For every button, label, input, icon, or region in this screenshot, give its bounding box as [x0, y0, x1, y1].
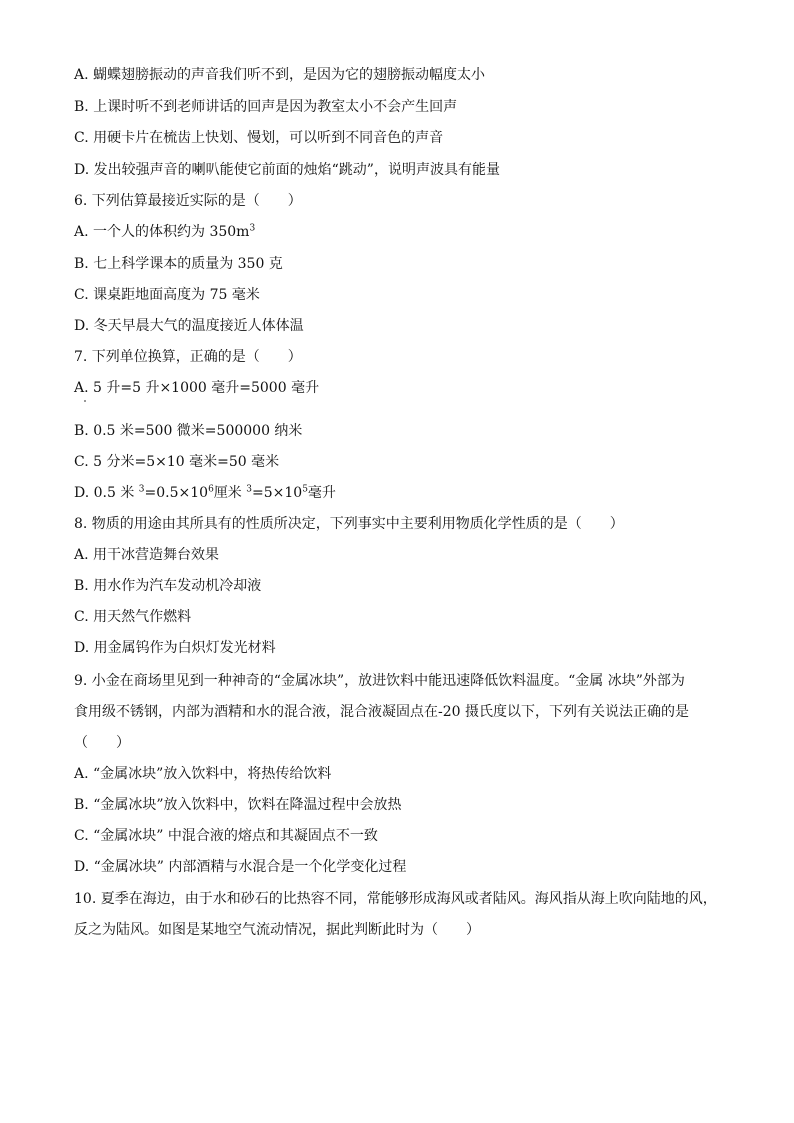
q9-option-c: C. “金属冰块” 中混合液的熔点和其凝固点不一致 [74, 828, 378, 844]
q7-option-c: C. 5 分米=5×10 毫米=50 毫米 [74, 454, 280, 470]
q9-stem-line1: 9. 小金在商场里见到一种神奇的“金属冰块”，放进饮料中能迅速降低饮料温度。“金属 冰块”外部为 [74, 673, 685, 689]
q7-d-part2: =0.5×10 [144, 485, 209, 501]
q7-d-part5: 毫升 [307, 485, 336, 501]
q5-option-a: A. 蝴蝶翅膀振动的声音我们听不到，是因为它的翅膀振动幅度太小 [74, 67, 486, 83]
q6-option-c: C. 课桌距地面高度为 75 毫米 [74, 287, 260, 303]
q10-stem-line1: 10. 夏季在海边，由于水和砂石的比热容不同，常能够形成海风或者陆风。海风指从海上吹向陆地的风， [74, 891, 717, 907]
q6-stem: 6. 下列估算最接近实际的是（ ） [74, 193, 302, 209]
q8-option-d: D. 用金属钨作为白炽灯发光材料 [74, 640, 276, 656]
q5-option-b: B. 上课时听不到老师讲话的回声是因为教室太小不会产生回声 [74, 99, 458, 115]
q8-option-a: A. 用干冰营造舞台效果 [74, 547, 220, 563]
q7-d-part1: D. 0.5 米 [74, 485, 139, 501]
q9-option-a: A. “金属冰块”放入饮料中，将热传给饮料 [74, 766, 332, 782]
q6-option-b: B. 七上科学课本的质量为 350 克 [74, 256, 283, 272]
q9-option-d: D. “金属冰块” 内部酒精与水混合是一个化学变化过程 [74, 859, 407, 875]
q7-d-sup3: 3 [246, 484, 252, 495]
q7-option-d [74, 484, 734, 502]
q9-stem-line3: （ ） [74, 735, 130, 751]
q5-option-d: D. 发出较强声音的喇叭能使它前面的烛焰“跳动”，说明声波具有能量 [74, 162, 500, 178]
q8-option-c: C. 用天然气作燃料 [74, 609, 192, 625]
q7-d-sup4: 5 [302, 484, 308, 495]
q8-option-b: B. 用水作为汽车发动机冷却液 [74, 578, 262, 594]
q8-stem: 8. 物质的用途由其所具有的性质所决定，下列事实中主要利用物质化学性质的是（ ） [74, 516, 624, 532]
q6-option-d: D. 冬天早晨大气的温度接近人体体温 [74, 318, 304, 334]
q7-option-a: A. 5 升=5 升×1000 毫升=5000 毫升 [74, 380, 320, 396]
q5-option-c: C. 用硬卡片在梳齿上快划、慢划，可以听到不同音色的声音 [74, 130, 444, 146]
q7-stem: 7. 下列单位换算，正确的是（ ） [74, 349, 302, 365]
q7-d-sup2: 6 [208, 484, 214, 495]
q7-d-part3: 厘米 [213, 485, 247, 501]
q10-stem-line2: 反之为陆风。如图是某地空气流动情况，据此判断此时为（ ） [74, 922, 480, 938]
q9-stem-line2: 食用级不锈钢，内部为酒精和水的混合液，混合液凝固点在-20 摄氏度以下，下列有关说法正确的是 [74, 704, 689, 720]
stray-mark [84, 400, 86, 402]
q9-option-b: B. “金属冰块”放入饮料中，饮料在降温过程中会放热 [74, 797, 402, 813]
q7-d-part4: =5×10 [252, 485, 303, 501]
q6-option-a [74, 223, 734, 241]
q6-option-a-text: A. 一个人的体积约为 350m [74, 224, 250, 240]
q7-d-sup1: 3 [138, 484, 145, 495]
q6-option-a-sup: 3 [249, 223, 256, 234]
q7-option-b: B. 0.5 米=500 微米=500000 纳米 [74, 423, 303, 439]
